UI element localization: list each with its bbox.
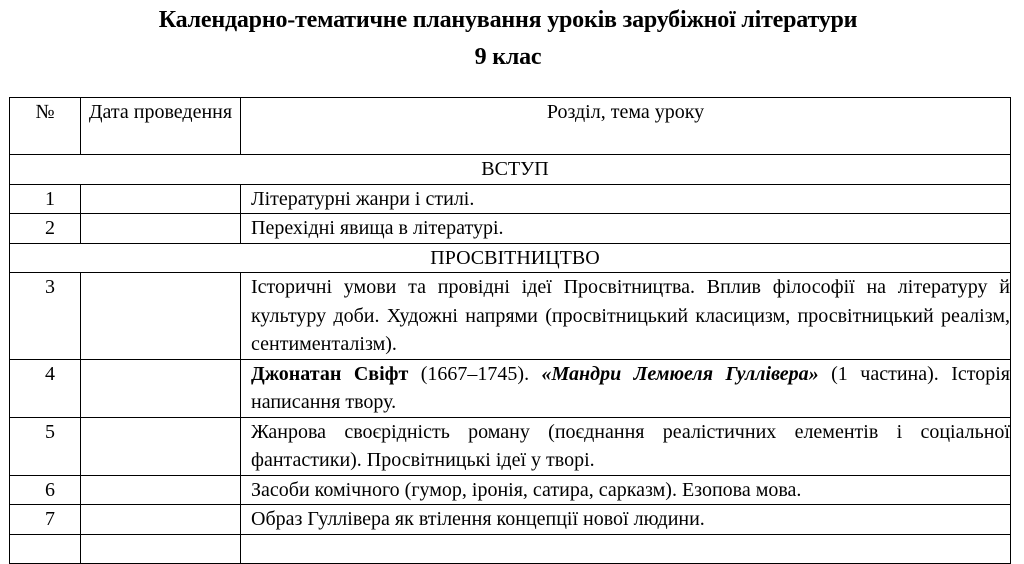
lesson-topic: Історичні умови та провідні ідеї Просвітництва. Вплив філософії на літературу й культуру доби. Художні напрями (просвітницький класицизм, просвітницький реалізм, сентименталізм). bbox=[241, 273, 1011, 360]
lesson-date bbox=[81, 273, 241, 360]
topic-years: (1667–1745). bbox=[408, 362, 542, 385]
lesson-date bbox=[81, 534, 241, 564]
table-row-partial bbox=[10, 534, 1011, 564]
table-row bbox=[10, 505, 1011, 535]
lesson-topic: Перехідні явища в літературі. bbox=[241, 214, 1011, 244]
lesson-topic bbox=[241, 534, 1011, 564]
lesson-number: 5 bbox=[10, 417, 81, 475]
lesson-number: 1 bbox=[10, 184, 81, 214]
lesson-number: 2 bbox=[10, 214, 81, 244]
lesson-topic: Образ Гуллівера як втілення концепції нової людини. bbox=[241, 505, 1011, 535]
section-row bbox=[10, 155, 1011, 185]
lesson-topic: Літературні жанри і стилі. bbox=[241, 184, 1011, 214]
header-topic: Розділ, тема уроку bbox=[241, 98, 1011, 155]
lesson-topic bbox=[241, 359, 1011, 417]
lesson-number: 3 bbox=[10, 273, 81, 360]
lesson-plan-table bbox=[9, 97, 1011, 564]
document-subtitle-grade: 9 клас bbox=[474, 44, 542, 70]
table-row bbox=[10, 475, 1011, 505]
document-title: Календарно-тематичне планування уроків зарубіжної літератури bbox=[158, 7, 858, 33]
lesson-topic: Жанрова своєрідність роману (поєднання реалістичних елементів і соціальної фантастики). Просвітницькі ідеї у творі. bbox=[241, 417, 1011, 475]
table-row bbox=[10, 417, 1011, 475]
lesson-date bbox=[81, 184, 241, 214]
lesson-date bbox=[81, 214, 241, 244]
lesson-number: 4 bbox=[10, 359, 81, 417]
lesson-date bbox=[81, 475, 241, 505]
topic-work-title: «Мандри Лемюеля Гуллівера» bbox=[541, 362, 819, 385]
topic-author: Джонатан Свіфт bbox=[251, 362, 409, 385]
table-row bbox=[10, 273, 1011, 360]
lesson-topic: Засоби комічного (гумор, іронія, сатира, сарказм). Езопова мова. bbox=[241, 475, 1011, 505]
lesson-number bbox=[10, 534, 81, 564]
lesson-date bbox=[81, 359, 241, 417]
table-header-row bbox=[10, 98, 1011, 155]
header-number: № bbox=[10, 98, 81, 155]
section-row bbox=[10, 243, 1011, 273]
section-title-enlightenment: ПРОСВІТНИЦТВО bbox=[10, 243, 1011, 273]
topic-rest: (1 частина). Історія написання твору. bbox=[251, 362, 1010, 413]
table-row bbox=[10, 359, 1011, 417]
section-title-intro: ВСТУП bbox=[10, 155, 1011, 185]
lesson-number: 6 bbox=[10, 475, 81, 505]
lesson-date bbox=[81, 505, 241, 535]
header-date: Дата проведення bbox=[81, 98, 241, 155]
lesson-date bbox=[81, 417, 241, 475]
table-row bbox=[10, 214, 1011, 244]
table-row bbox=[10, 184, 1011, 214]
lesson-number: 7 bbox=[10, 505, 81, 535]
